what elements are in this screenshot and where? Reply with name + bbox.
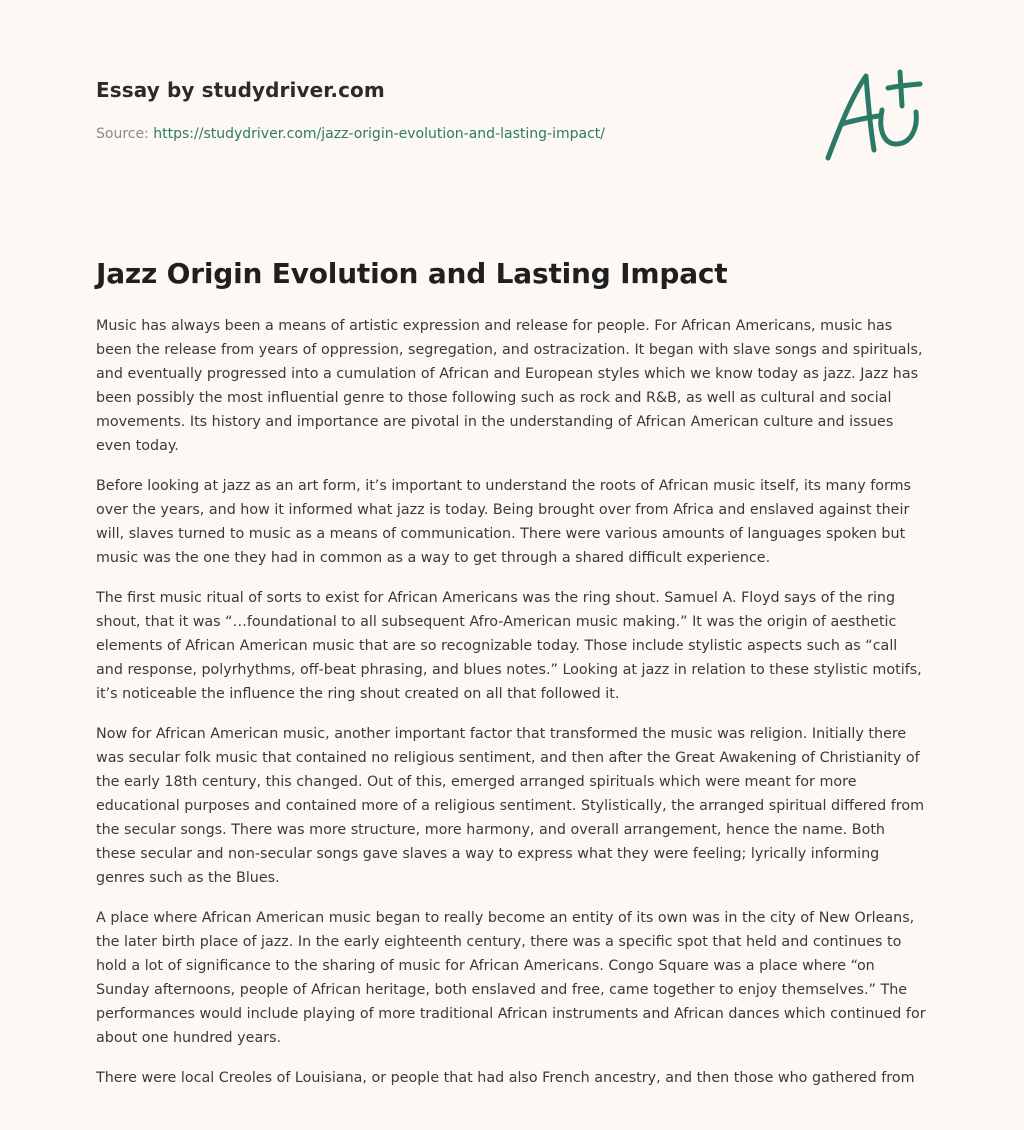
source-link[interactable]: https://studydriver.com/jazz-origin-evolution-and-lasting-impact/ [153,126,605,142]
brand-title: Essay by studydriver.com [96,78,385,102]
essay-paragraph: There were local Creoles of Louisiana, or people that had also French ancestry, and then those who gathered from [96,1070,915,1086]
essay-header [96,76,796,144]
essay-title: Jazz Origin Evolution and Lasting Impact [96,257,728,290]
essay-paragraph: Now for African American music, another important factor that transformed the music was religion. Initially there was secular folk music that contained no religious sentiment, and then after the Great Awakening of Christianity of the early 18th century, this changed. Out of this, emerged arranged spirituals which were meant for more educational purposes and contained more of a religious sentiment. Stylistically, the arranged spiritual differed from the secular songs. There was more structure, more harmony, and overall arrangement, hence the name. Both these secular and non-secular songs gave slaves a way to express what they were feeling; lyrically informing genres such as the Blues. [96,726,924,886]
essay-paragraph: A place where African American music began to really become an entity of its own was in the city of New Orleans, the later birth place of jazz. In the early eighteenth century, there was a specific spot that held and continues to hold a lot of significance to the sharing of music for African Americans. Congo Square was a place where “on Sunday afternoons, people of African heritage, both enslaved and free, came together to enjoy themselves.” The performances would include playing of more traditional African instruments and African dances which continued for about one hundred years. [96,910,926,1046]
essay-paragraph: Before looking at jazz as an art form, it’s important to understand the roots of African music itself, its many forms over the years, and how it informed what jazz is today. Being brought over from Africa and enslaved against their will, slaves turned to music as a means of communication. There were various amounts of languages spoken but music was the one they had in common as a way to get through a shared difficult experience. [96,478,911,566]
essay-body [96,314,928,1106]
essay-paragraph: The first music ritual of sorts to exist for African Americans was the ring shout. Samuel A. Floyd says of the ring shout, that it was “…foundational to all subsequent Afro-American music making.” It was the origin of aesthetic elements of African American music that are so recognizable today. Those include stylistic aspects such as “call and response, polyrhythms, off-beat phrasing, and blues notes.” Looking at jazz in relation to these stylistic motifs, it’s noticeable the influence the ring shout created on all that followed it. [96,590,922,702]
essay-paragraph: Music has always been a means of artistic expression and release for people. For African Americans, music has been the release from years of oppression, segregation, and ostracization. It began with slave songs and spirituals, and eventually progressed into a cumulation of African and European styles which we know today as jazz. Jazz has been possibly the most influential genre to those following such as rock and R&B, as well as cultural and social movements. Its history and importance are pivotal in the understanding of African American culture and issues even today. [96,318,923,454]
a-plus-logo-icon [818,66,930,168]
source-label: Source: [96,126,154,142]
source-line [96,124,796,144]
